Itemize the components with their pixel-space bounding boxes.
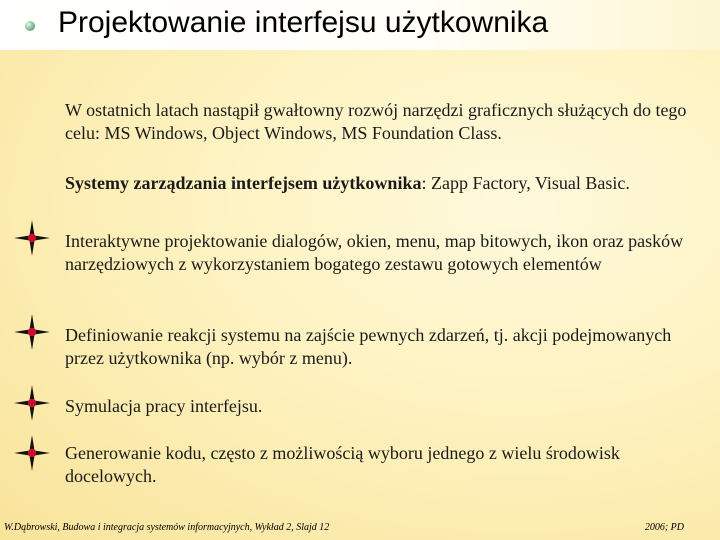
systems-text: : Zapp Factory, Visual Basic. [421, 173, 630, 193]
four-point-star-icon [12, 312, 52, 352]
four-point-star-icon [12, 218, 52, 258]
bullet-item: Definiowanie reakcji systemu na zajście pewnych zdarzeń, tj. akcji podejmowanych przez użytkownika (np. wybór z menu). [65, 325, 672, 368]
intro-paragraph: W ostatnich latach nastąpił gwałtowny rozwój narzędzi graficznych służących do tego celu: MS Windows, Object Windows, MS Foundation Class. [65, 100, 687, 143]
slide-title: Projektowanie interfejsu użytkownika [58, 6, 549, 39]
green-dot-icon [25, 21, 35, 31]
four-point-star-icon [12, 383, 52, 423]
systems-paragraph [65, 172, 705, 195]
bullet-item: Interaktywne projektowanie dialogów, okien, menu, map bitowych, ikon oraz pasków narzędziowych z wykorzystaniem bogatego zestawu gotowych elementów [65, 231, 684, 274]
four-point-star-icon [12, 433, 52, 473]
footer-date: 2006; PD [644, 522, 684, 533]
systems-label: Systemy zarządzania interfejsem użytkownika [65, 173, 422, 193]
title-bar [0, 0, 720, 50]
bullet-item: Generowanie kodu, często z możliwością wyboru jednego z wielu środowisk docelowych. [65, 443, 620, 486]
footer-source: W.Dąbrowski, Budowa i integracja systemów informacyjnych, Wykład 2, Slajd 12 [4, 522, 330, 533]
bullet-item: Symulacja pracy interfejsu. [65, 396, 263, 416]
